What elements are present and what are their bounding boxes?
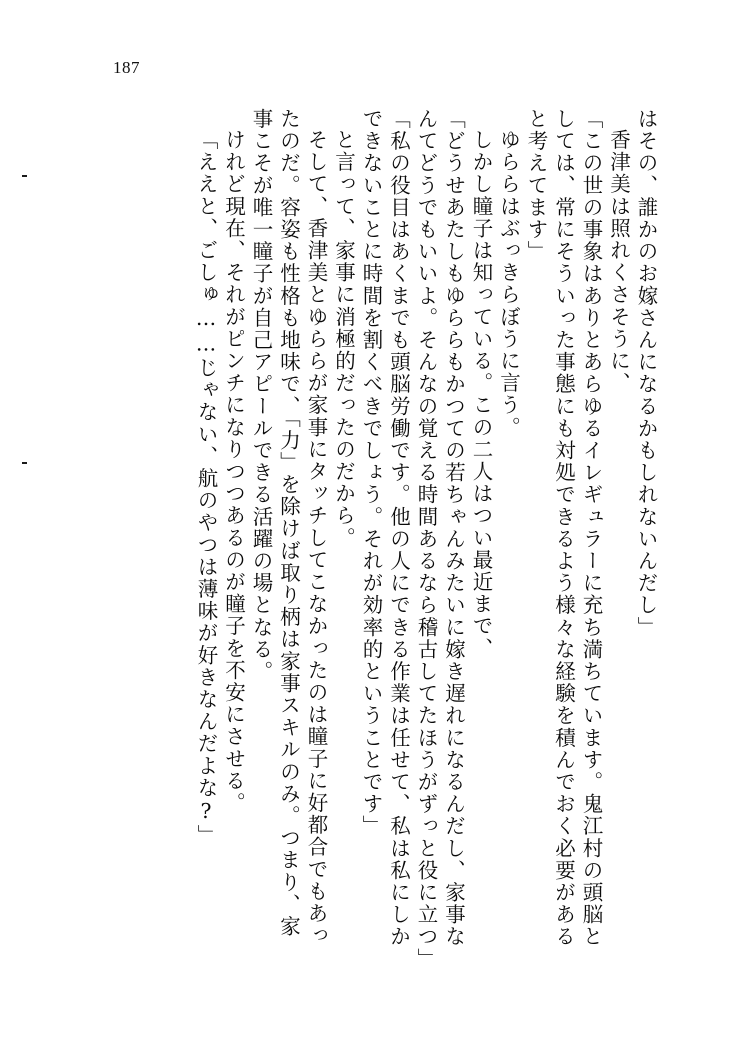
text-column: 事こそが唯一瞳子が自己アピールできる活躍の場となる。 xyxy=(249,108,273,683)
vertical-text-block xyxy=(96,108,656,988)
page-number: 187 xyxy=(113,58,140,77)
text-column: ゆららはぶっきらぼうに言う。 xyxy=(496,129,521,439)
text-column: できないことに時間を割くべきでしょう。それが効率的ということです」 xyxy=(359,108,383,838)
text-column: と考えてます」 xyxy=(524,108,548,263)
text-column: けれど現在、それがピンチになりつつあるのが瞳子を不安にさせる。 xyxy=(221,129,246,815)
margin-tick-icon xyxy=(22,462,27,464)
text-column: はその、誰かのお嫁さんになるかもしれないんだし」 xyxy=(634,108,658,639)
text-column: んてどうでもいいよ。そんなの覚える時間あるなら稽古してたほうがずっと役に立つ」 xyxy=(414,108,438,970)
text-column: 香津美は照れくさそうに、 xyxy=(606,129,631,395)
text-column: たのだ。容姿も性格も地味で、「力」を除けば取り柄は家事スキルのみ。つまり、家 xyxy=(276,108,301,938)
text-column: 「私の役目はあくまでも頭脳労働です。他の人にできる作業は任せて、私は私にしか xyxy=(386,108,411,948)
text-column: そして、香津美とゆららが家事にタッチしてこなかったのは瞳子に好都合でもあっ xyxy=(304,129,328,947)
margin-tick-icon xyxy=(22,175,27,177)
text-column: しかし瞳子は知っている。この二人はつい最近まで、 xyxy=(469,129,493,660)
text-column: と言って、家事に消極的だったのだから。 xyxy=(331,129,356,549)
text-column: 「どうせあたしもゆららもかつての若ちゃんみたいに嫁き遅れになるんだし、家事な xyxy=(441,108,466,948)
text-column: 「この世の事象はありとあらゆるイレギュラーに充ち満ちています。鬼江村の頭脳と xyxy=(579,108,603,948)
text-column: 「ええと、ごしゅ……じゃない、航のやつは薄味が好きなんだよな?」 xyxy=(194,129,218,847)
text-column: しては、常にそういった事態にも対処できるよう様々な経験を積んでおく必要がある xyxy=(551,108,576,948)
